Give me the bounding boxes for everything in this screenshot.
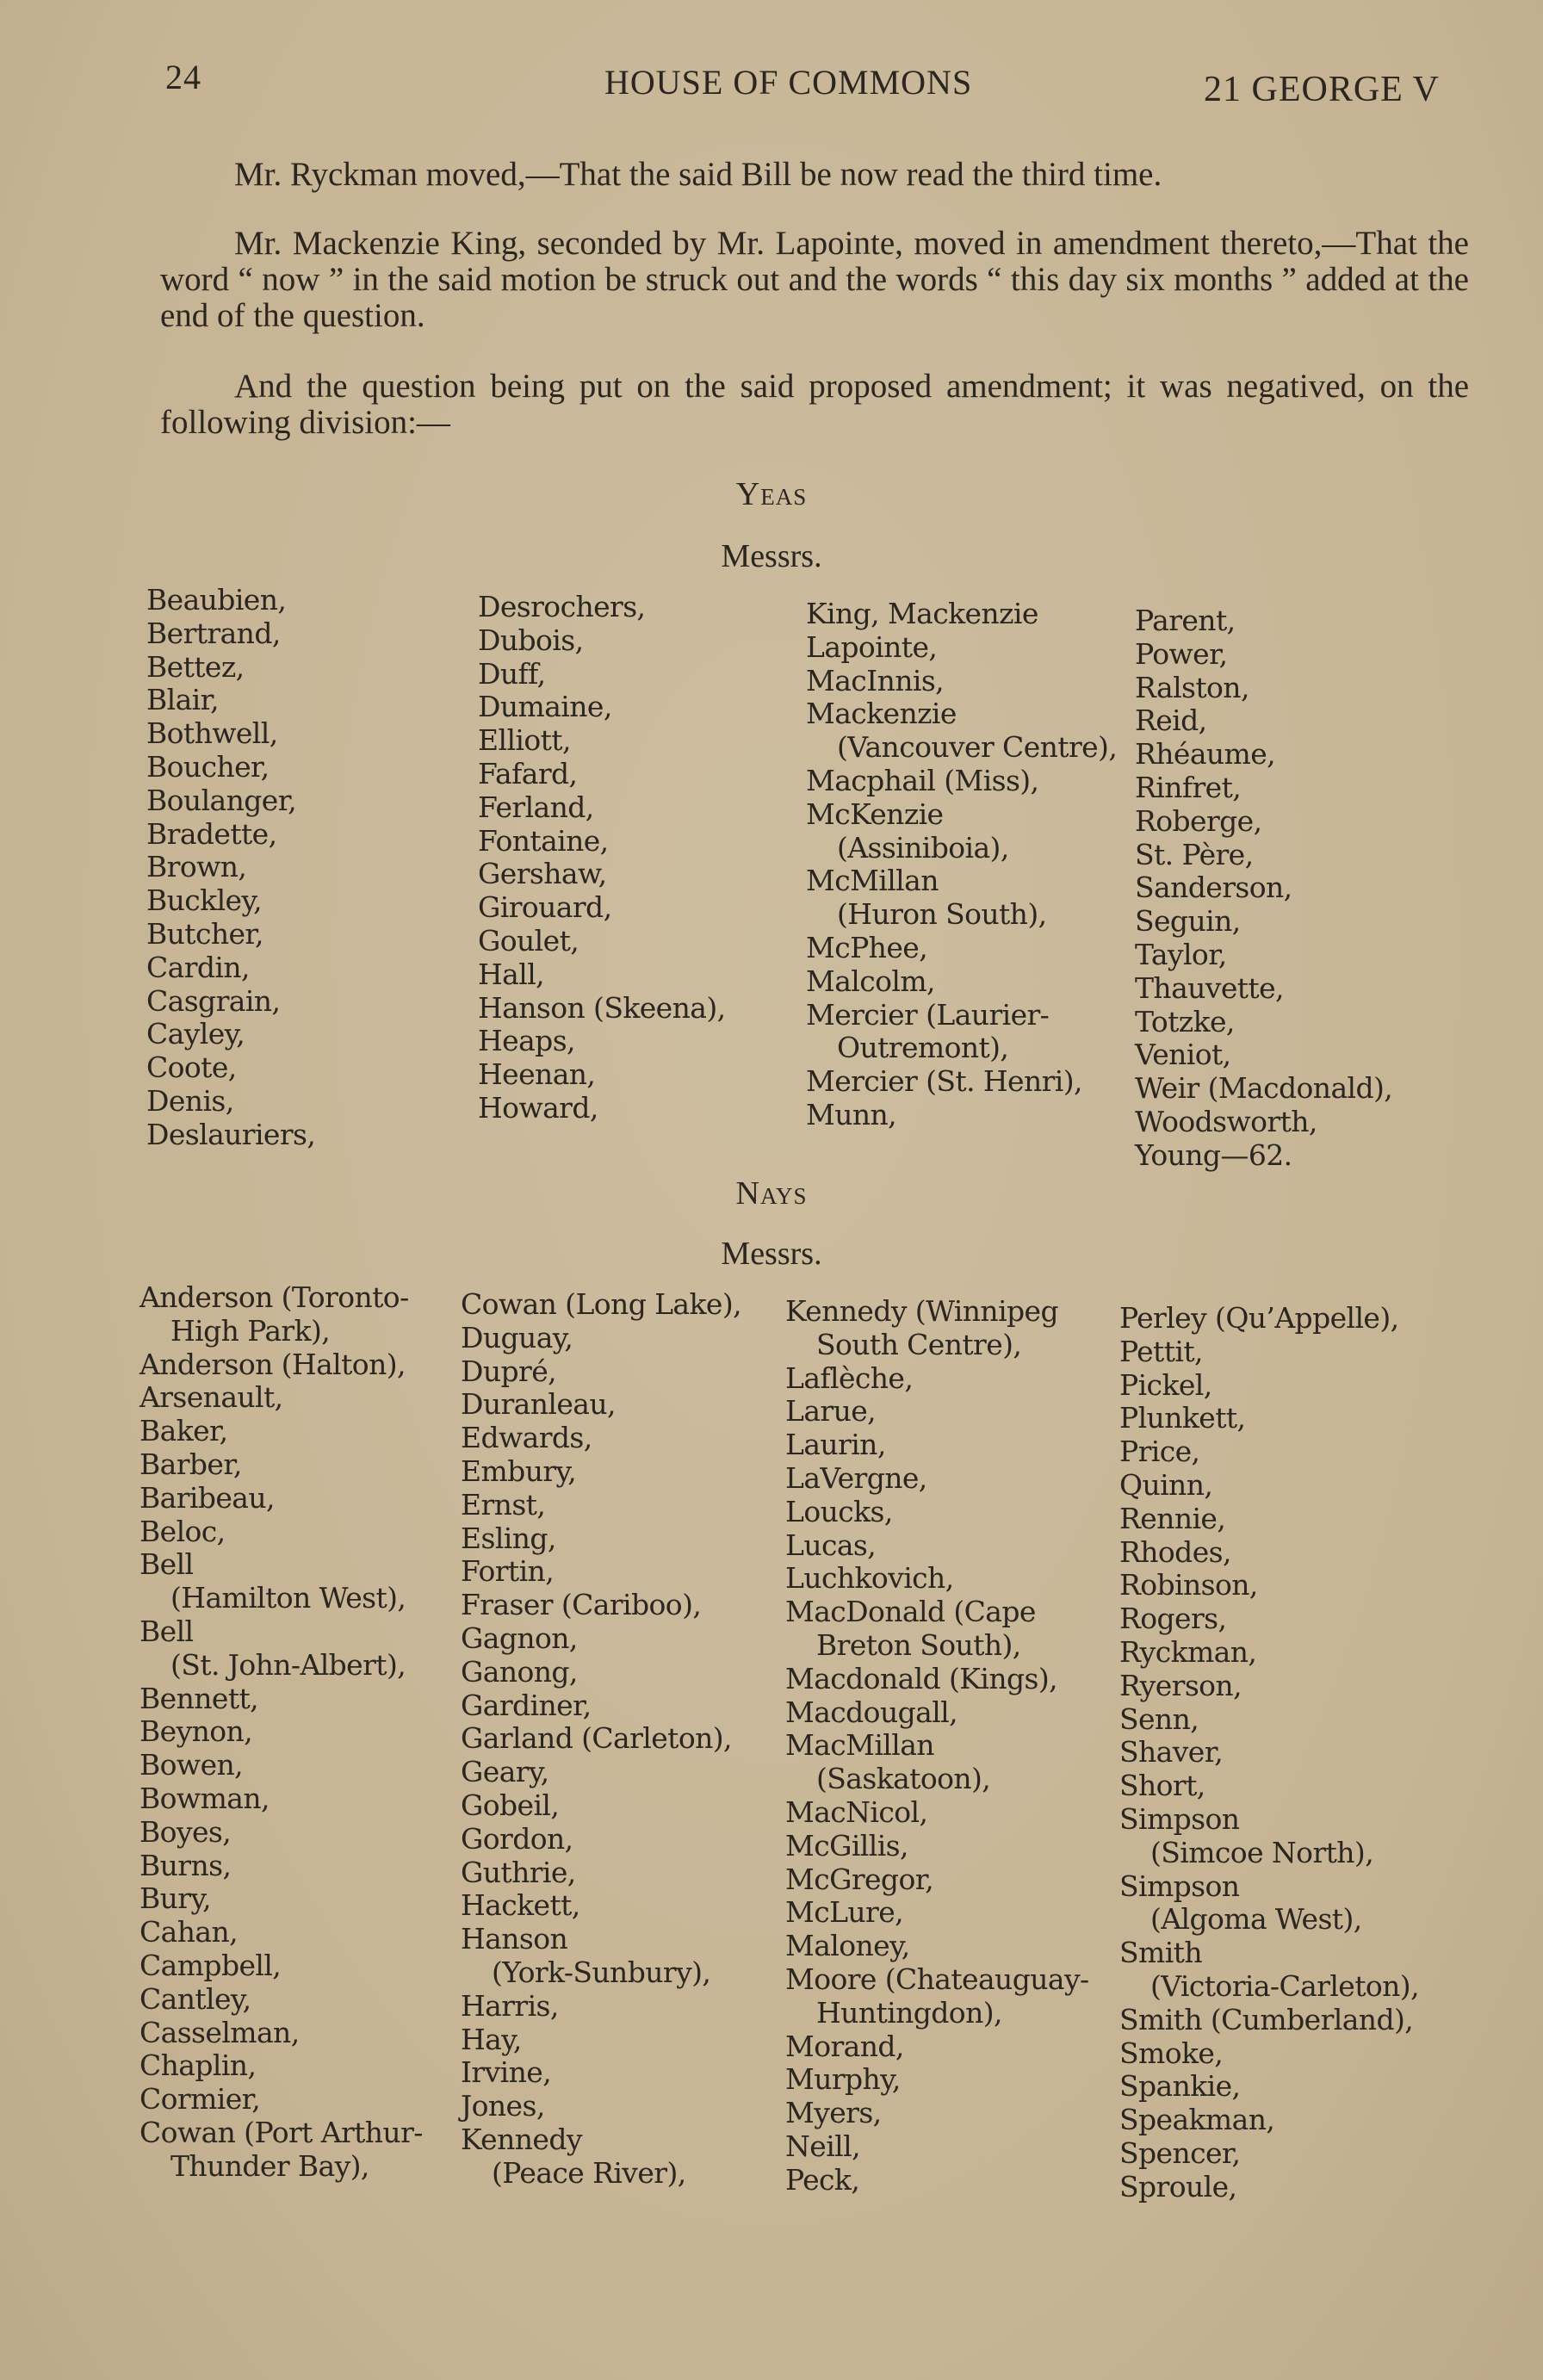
member-name: (Assiniboia), [837,830,1009,865]
member-name: Kennedy (Winnipeg [785,1294,1058,1328]
member-name: Desrochers, [478,590,646,623]
member-name: Guthrie, [461,1855,576,1889]
member-name: MacDonald (Cape [785,1595,1036,1629]
member-name: Mackenzie [806,697,957,731]
member-name: Bury, [139,1881,212,1916]
member-name: Beynon, [139,1714,253,1749]
member-name: Ryerson, [1119,1668,1242,1702]
member-name: Denis, [146,1083,234,1118]
member-name: Laurin, [785,1428,886,1462]
page-number: 24 [165,58,201,96]
member-name: McPhee, [806,930,928,964]
member-name: Totzke, [1135,1004,1235,1038]
paragraph-amendment: Mr. Mackenzie King, seconded by Mr. Lapointe, moved in amendment thereto,—That the word “ now ” in the said motion be struck out and the words “ this day six months ” added at the end of the question. [160,225,1469,334]
member-name: (York-Sunbury), [492,1955,711,1989]
member-name: Campbell, [139,1948,282,1982]
member-name: Casgrain, [146,983,281,1018]
member-name: Smith [1119,1936,1202,1970]
member-name: (Vancouver Centre), [837,730,1118,765]
member-name: Bowman, [139,1781,270,1815]
member-name: Robinson, [1119,1568,1258,1602]
member-name: Price, [1119,1435,1200,1469]
member-name: (Hamilton West), [170,1581,406,1615]
member-name: (St. John-Albert), [170,1647,406,1682]
member-name: Sproule, [1119,2169,1237,2203]
member-name: Duguay, [461,1320,573,1354]
member-name: Cantley, [139,1981,251,2016]
member-name: Rinfret, [1135,770,1242,804]
member-name: Bennett, [139,1681,259,1715]
member-name: Kennedy [461,2122,582,2156]
member-name: Embury, [461,1453,577,1488]
member-name: Bradette, [146,816,277,851]
member-name: Rennie, [1119,1501,1226,1535]
member-name: Ralston, [1135,670,1249,704]
member-name: McMillan [806,864,939,898]
member-name: Garland (Carleton), [461,1721,732,1756]
member-name: Cardin, [146,950,250,984]
member-name: Goulet, [478,923,579,958]
member-name: Smith (Cumberland), [1119,2002,1414,2036]
member-name: (Saskatoon), [816,1762,991,1796]
member-name: Loucks, [785,1494,893,1528]
member-name: Munn, [806,1097,897,1131]
member-name: Woodsworth, [1135,1104,1317,1138]
member-name: Young—62. [1135,1137,1292,1172]
member-name: MacNicol, [785,1794,928,1829]
member-name: Deslauriers, [146,1117,316,1151]
member-name: Reid, [1135,703,1207,738]
member-name: Fafard, [478,756,578,790]
member-name: Perley (Qu’Appelle), [1119,1301,1399,1335]
member-name: Bothwell, [146,716,278,751]
member-name: Power, [1135,636,1228,671]
member-name: Howard, [478,1090,598,1125]
member-name: Fraser (Cariboo), [461,1588,702,1622]
member-name: Larue, [785,1394,877,1429]
page-header-title: HOUSE OF COMMONS [604,63,973,102]
member-name: Peck, [785,2162,860,2197]
paragraph-motion: Mr. Ryckman moved,—That the said Bill be now read the third time. [234,156,1162,193]
member-name: Barber, [139,1447,242,1481]
member-name: Murphy, [785,2062,901,2097]
member-name: MacMillan [785,1728,934,1763]
member-name: Speakman, [1119,2103,1275,2137]
member-name: Fontaine, [478,823,609,858]
yeas-heading: Yeas [735,476,808,512]
member-name: Rhodes, [1119,1534,1231,1569]
member-name: Gagnon, [461,1621,578,1655]
yeas-column-4 [1135,604,1471,1173]
member-name: Elliott, [478,723,571,758]
member-name: Moore (Chateauguay- [785,1962,1089,1996]
member-name: Harris, [461,1988,559,2023]
member-name: Brown, [146,850,247,884]
member-name: Hackett, [461,1888,580,1923]
member-name: Ferland, [478,790,594,824]
member-name: St. Père, [1135,837,1254,871]
member-name: Simpson [1119,1869,1240,1903]
nays-column-1 [139,1281,475,2184]
member-name: Cowan (Port Arthur- [139,2115,423,2149]
member-name: Senn, [1119,1701,1199,1736]
member-name: Rogers, [1119,1602,1227,1636]
member-name: Lapointe, [806,629,938,664]
member-name: Gershaw, [478,857,607,891]
member-name: Duff, [478,656,546,691]
member-name: Outremont), [837,1031,1009,1065]
member-name: Bell [139,1614,194,1648]
member-name: Bowen, [139,1748,244,1782]
member-name: Geary, [461,1755,549,1789]
member-name: Huntingdon), [816,1995,1002,2030]
member-name: King, Mackenzie [806,597,1038,630]
member-name: Girouard, [478,890,612,925]
yeas-column-3 [806,598,1142,1132]
member-name: LaVergne, [785,1460,927,1495]
member-name: Cayley, [146,1017,245,1051]
member-name: (Huron South), [837,897,1047,932]
yeas-column-2 [478,591,814,1125]
member-name: (Algoma West), [1150,1902,1362,1937]
member-name: Pettit, [1119,1334,1203,1368]
member-name: McKenzie [806,796,944,831]
member-name: Macdougall, [785,1695,957,1729]
member-name: Rhéaume, [1135,737,1276,772]
member-name: Fortin, [461,1554,555,1589]
member-name: Plunkett, [1119,1401,1246,1435]
member-name: Spankie, [1119,2069,1241,2104]
member-name: Lucas, [785,1528,877,1562]
member-name: Jones, [461,2089,545,2123]
member-name: Pickel, [1119,1367,1212,1402]
member-name: Mercier (St. Henri), [806,1064,1082,1099]
member-name: MacInnis, [806,663,945,697]
member-name: Taylor, [1135,937,1227,971]
member-name: Hanson (Skeena), [478,990,726,1025]
nays-column-3 [785,1295,1121,2197]
member-name: Cowan (Long Lake), [461,1287,741,1321]
member-name: Myers, [785,2096,882,2130]
member-name: Beloc, [139,1514,226,1548]
member-name: Hanson [461,1922,568,1956]
member-name: Boulanger, [146,783,297,817]
member-name: Irvine, [461,2055,552,2090]
member-name: Casselman, [139,2015,300,2049]
nays-heading: Nays [735,1175,808,1212]
member-name: Veniot, [1135,1038,1231,1072]
member-name: Short, [1119,1769,1205,1803]
member-name: Breton South), [816,1627,1021,1662]
member-name: Boyes, [139,1814,232,1849]
member-name: Ganong, [461,1654,578,1689]
member-name: McGregor, [785,1862,934,1896]
member-name: Boucher, [146,749,270,784]
member-name: Hall, [478,957,545,991]
member-name: Gobeil, [461,1788,560,1822]
member-name: Dubois, [478,623,584,657]
member-name: McLure, [785,1895,904,1930]
member-name: Hay, [461,2022,522,2056]
member-name: Butcher, [146,916,263,951]
member-name: Simpson [1119,1801,1240,1836]
member-name: (Victoria-Carleton), [1150,1968,1419,2003]
member-name: Neill, [785,2129,860,2163]
member-name: Shaver, [1119,1735,1224,1770]
member-name: Arsenault, [139,1380,283,1415]
page-header-reign: 21 GEORGE V [1204,70,1440,109]
member-name: Luchkovich, [785,1561,954,1596]
member-name: Quinn, [1119,1467,1213,1502]
member-name: Macdonald (Kings), [785,1661,1057,1695]
member-name: Ernst, [461,1487,546,1522]
member-name: Gordon, [461,1821,573,1856]
member-name: Dupré, [461,1354,557,1388]
member-name: Beaubien, [146,583,287,617]
member-name: Bell [139,1547,194,1582]
member-name: Seguin, [1135,904,1241,939]
yeas-subheading: Messrs. [721,538,822,574]
member-name: Ryckman, [1119,1634,1257,1669]
yeas-column-1 [146,584,482,1152]
member-name: Spencer, [1119,2135,1241,2170]
member-name: Duranleau, [461,1387,616,1422]
nays-column-2 [461,1288,796,2191]
member-name: Mercier (Laurier- [806,997,1050,1032]
member-name: Morand, [785,2029,904,2063]
member-name: Bertrand, [146,616,281,650]
member-name: Anderson (Halton), [139,1347,406,1381]
nays-column-4 [1119,1302,1455,2204]
paragraph-division: And the question being put on the said proposed amendment; it was negatived, on the following division:— [160,368,1469,441]
member-name: Thauvette, [1135,970,1284,1005]
member-name: Heaps, [478,1024,575,1058]
member-name: Sanderson, [1135,871,1292,905]
member-name: McGillis, [785,1828,908,1862]
member-name: Smoke, [1119,2036,1224,2070]
member-name: Cormier, [139,2082,261,2117]
member-name: Macphail (Miss), [806,763,1039,797]
nays-subheading: Messrs. [721,1236,822,1272]
member-name: Blair, [146,683,220,717]
member-name: High Park), [170,1313,331,1348]
member-name: Baker, [139,1414,228,1448]
member-name: (Simcoe North), [1150,1835,1374,1869]
member-name: Cahan, [139,1915,238,1949]
member-name: Thunder Bay), [170,2148,369,2183]
member-name: Esling, [461,1521,556,1555]
member-name: Weir (Macdonald), [1135,1071,1393,1106]
member-name: Buckley, [146,883,263,918]
member-name: Parent, [1135,604,1236,637]
member-name: Laflèche, [785,1360,914,1395]
member-name: South Centre), [816,1327,1022,1361]
member-name: Heenan, [478,1057,596,1092]
member-name: Burns, [139,1848,232,1882]
member-name: Maloney, [785,1929,910,1963]
member-name: (Peace River), [492,2155,686,2190]
member-name: Dumaine, [478,690,612,724]
member-name: Roberge, [1135,803,1262,838]
member-name: Edwards, [461,1421,592,1455]
member-name: Malcolm, [806,964,935,998]
member-name: Anderson (Toronto- [139,1280,409,1314]
member-name: Baribeau, [139,1480,275,1515]
member-name: Chaplin, [139,2048,257,2083]
member-name: Gardiner, [461,1688,592,1722]
member-name: Coote, [146,1051,237,1085]
member-name: Bettez, [146,649,245,684]
